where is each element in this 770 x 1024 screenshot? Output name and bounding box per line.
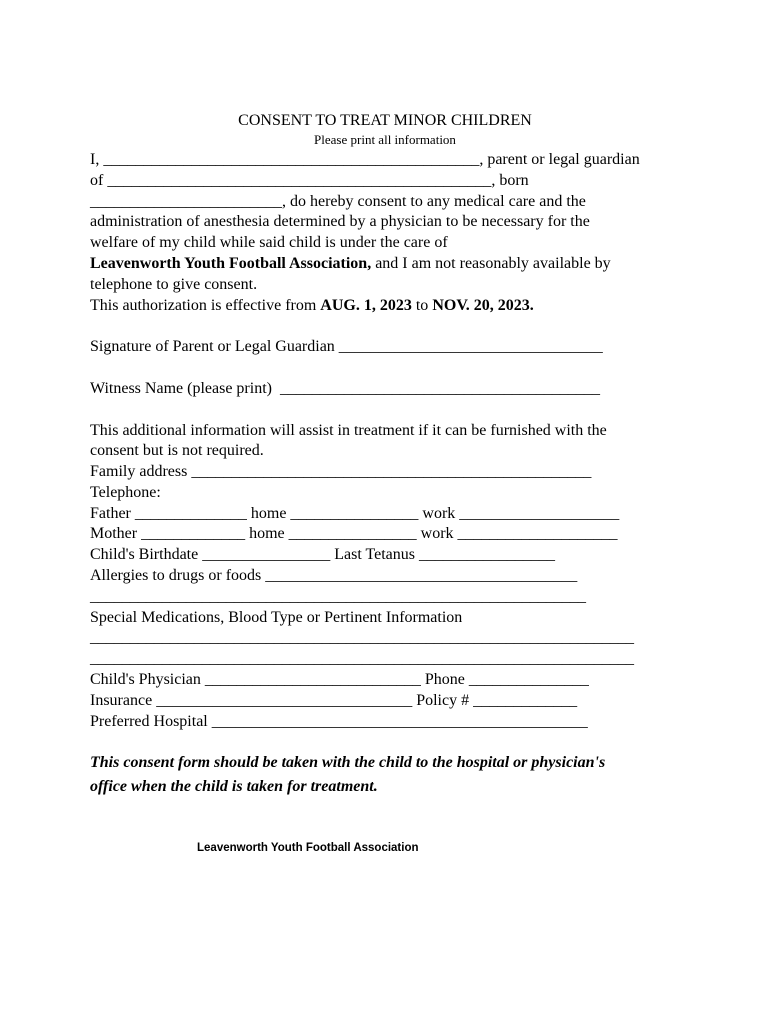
special-medications-blank-line: ____________________________________________________________________ — [90, 650, 634, 667]
telephone-label: Telephone: — [90, 484, 161, 501]
additional-info-line: This additional information will assist in treatment if it can be furnished with the — [90, 422, 607, 439]
insurance-policy-line: Insurance ________________________________ Policy # _____________ — [90, 692, 578, 709]
form-subtitle: Please print all information — [314, 132, 456, 147]
additional-info-line: consent but is not required. — [90, 442, 264, 459]
effective-start-date: AUG. 1, 2023 — [320, 297, 412, 314]
effective-to: to — [411, 297, 433, 314]
signature-line: Signature of Parent or Legal Guardian _________________________________ — [90, 338, 603, 355]
guardian-name-line: I, _______________________________________________, parent or legal guardian — [90, 151, 640, 168]
consent-text-line: welfare of my child while said child is under the care of — [90, 234, 448, 251]
special-medications-label: Special Medications, Blood Type or Pertinent Information — [90, 609, 463, 626]
closing-note-line: This consent form should be taken with the child to the hospital or physician's — [90, 754, 606, 771]
mother-phone-line: Mother _____________ home ________________ work ____________________ — [90, 525, 618, 542]
organization-line-rest: and I am not reasonably available by — [371, 255, 611, 272]
closing-note-line: office when the child is taken for treatment. — [90, 778, 378, 795]
organization-line — [90, 254, 611, 274]
child-name-line: of ________________________________________________, born — [90, 172, 529, 189]
allergies-line: Allergies to drugs or foods _______________________________________ — [90, 567, 578, 584]
preferred-hospital-line: Preferred Hospital _______________________________________________ — [90, 713, 588, 730]
footer-organization: Leavenworth Youth Football Association — [197, 842, 419, 854]
allergies-continuation-line: ______________________________________________________________ — [90, 588, 586, 605]
effective-prefix: This authorization is effective from — [90, 297, 321, 314]
witness-line: Witness Name (please print) ________________________________________ — [90, 380, 600, 397]
physician-phone-line: Child's Physician ___________________________ Phone _______________ — [90, 671, 589, 688]
form-title: CONSENT TO TREAT MINOR CHILDREN — [238, 112, 532, 129]
effective-dates-line — [90, 296, 534, 316]
special-medications-blank-line: ____________________________________________________________________ — [90, 629, 634, 646]
telephone-consent-line: telephone to give consent. — [90, 276, 258, 293]
birthdate-tetanus-line: Child's Birthdate ________________ Last Tetanus _________________ — [90, 546, 555, 563]
effective-end-date: NOV. 20, 2023. — [432, 297, 534, 314]
family-address-line: Family address __________________________________________________ — [90, 463, 592, 480]
organization-name: Leavenworth Youth Football Association, — [90, 255, 372, 272]
consent-text-line: administration of anesthesia determined by a physician to be necessary for the — [90, 213, 590, 230]
father-phone-line: Father ______________ home ________________ work ____________________ — [90, 505, 620, 522]
consent-line: ________________________, do hereby consent to any medical care and the — [90, 193, 586, 210]
